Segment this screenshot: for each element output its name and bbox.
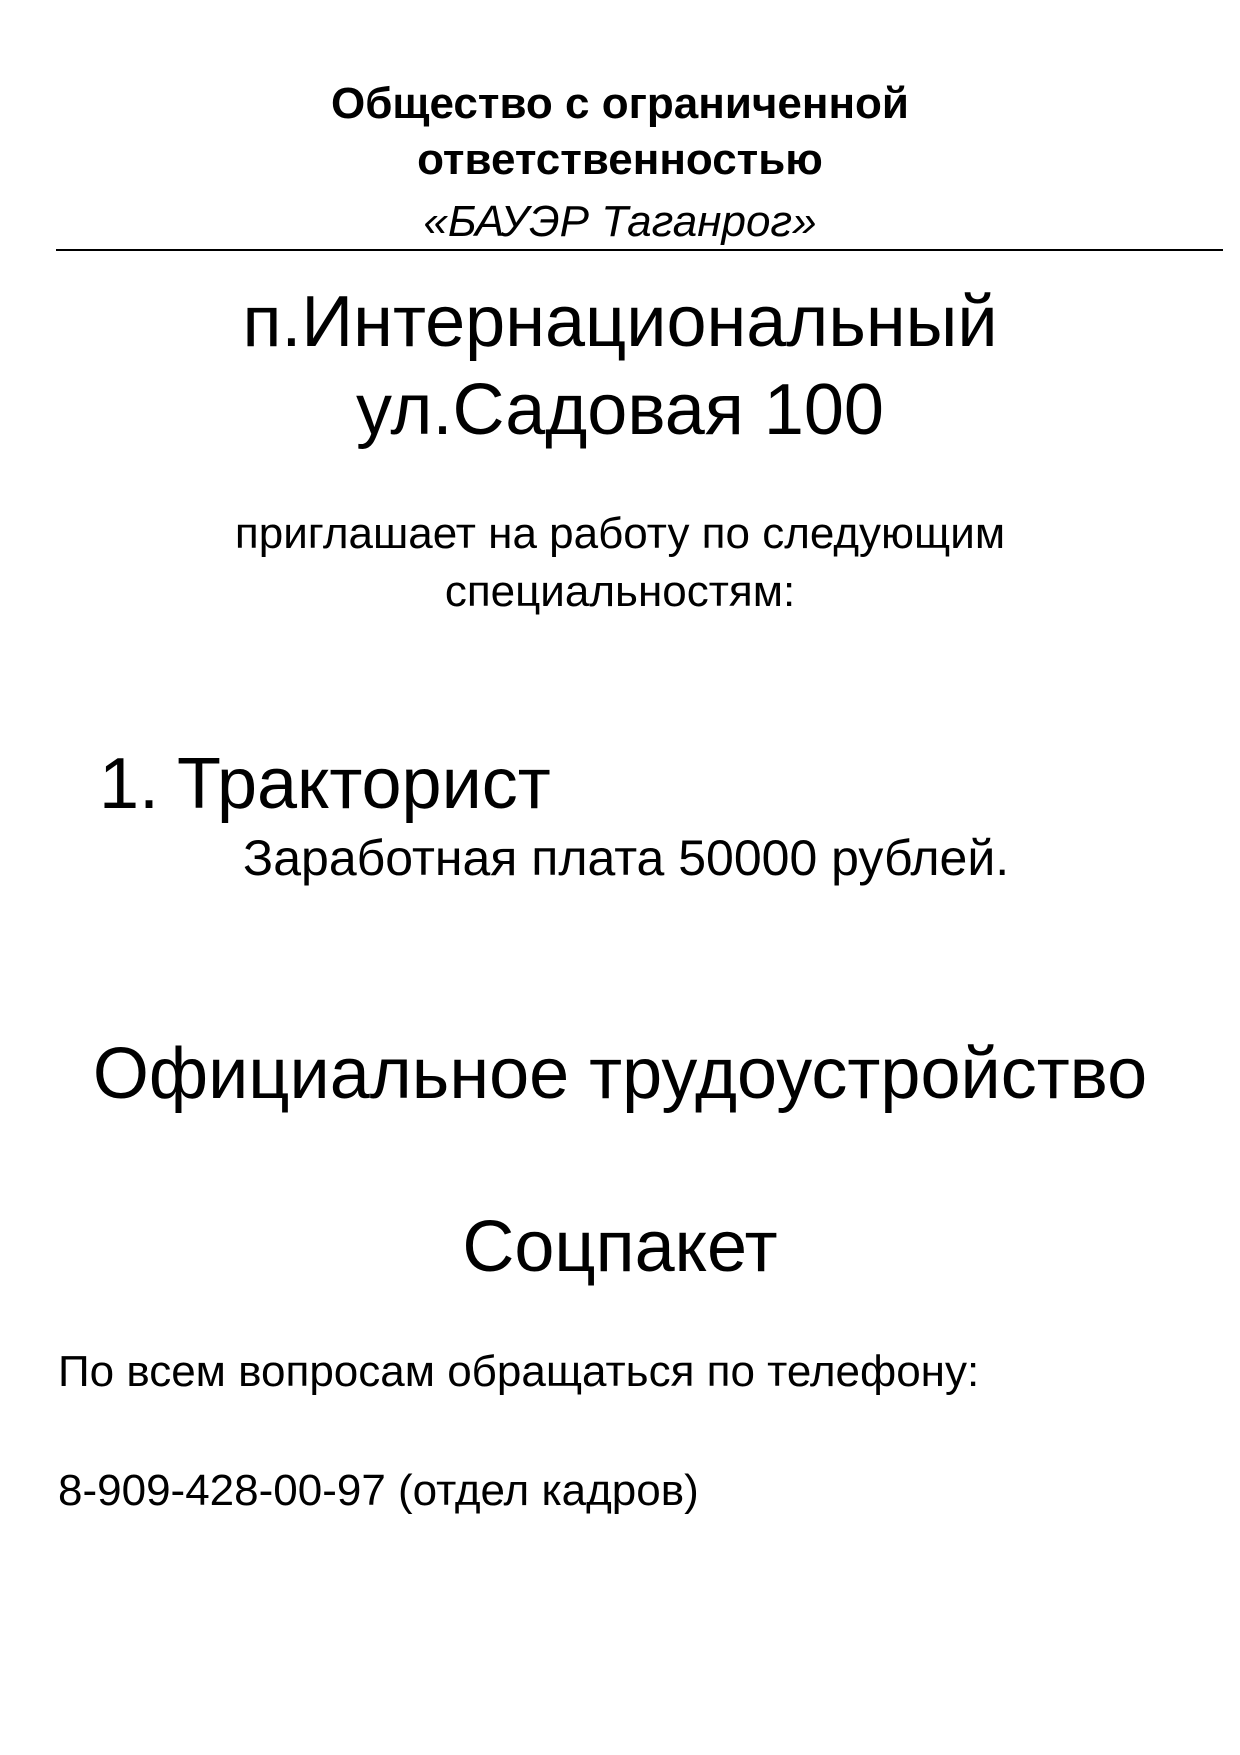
- address-street: ул.Садовая 100: [356, 370, 884, 450]
- address: [0, 278, 1240, 454]
- vacancy-number: 1.: [99, 744, 160, 824]
- address-settlement: п.Интернациональный: [242, 282, 998, 362]
- vacancy-title: Тракторист: [177, 744, 551, 824]
- vacancy-salary: Заработная плата 50000 рублей.: [243, 830, 1010, 886]
- company-name-line-1: Общество с ограниченной: [331, 79, 909, 128]
- benefit-social-package: Соцпакет: [462, 1207, 778, 1287]
- vacancy-item: [99, 740, 551, 828]
- invitation-line-2: специальностям:: [444, 567, 796, 616]
- company-brand: «БАУЭР Таганрог»: [423, 197, 817, 246]
- header-divider: [56, 249, 1223, 251]
- contact-phone: 8-909-428-00-97 (отдел кадров): [58, 1466, 699, 1515]
- contact-text: По всем вопросам обращаться по телефону:: [58, 1347, 980, 1396]
- invitation-line-1: приглашает на работу по следующим: [234, 509, 1006, 558]
- company-name-line-2: ответственностью: [417, 135, 823, 184]
- benefit-official-employment: Официальное трудоустройство: [92, 1034, 1148, 1114]
- company-name: [0, 76, 1240, 188]
- invitation-text: [0, 505, 1240, 621]
